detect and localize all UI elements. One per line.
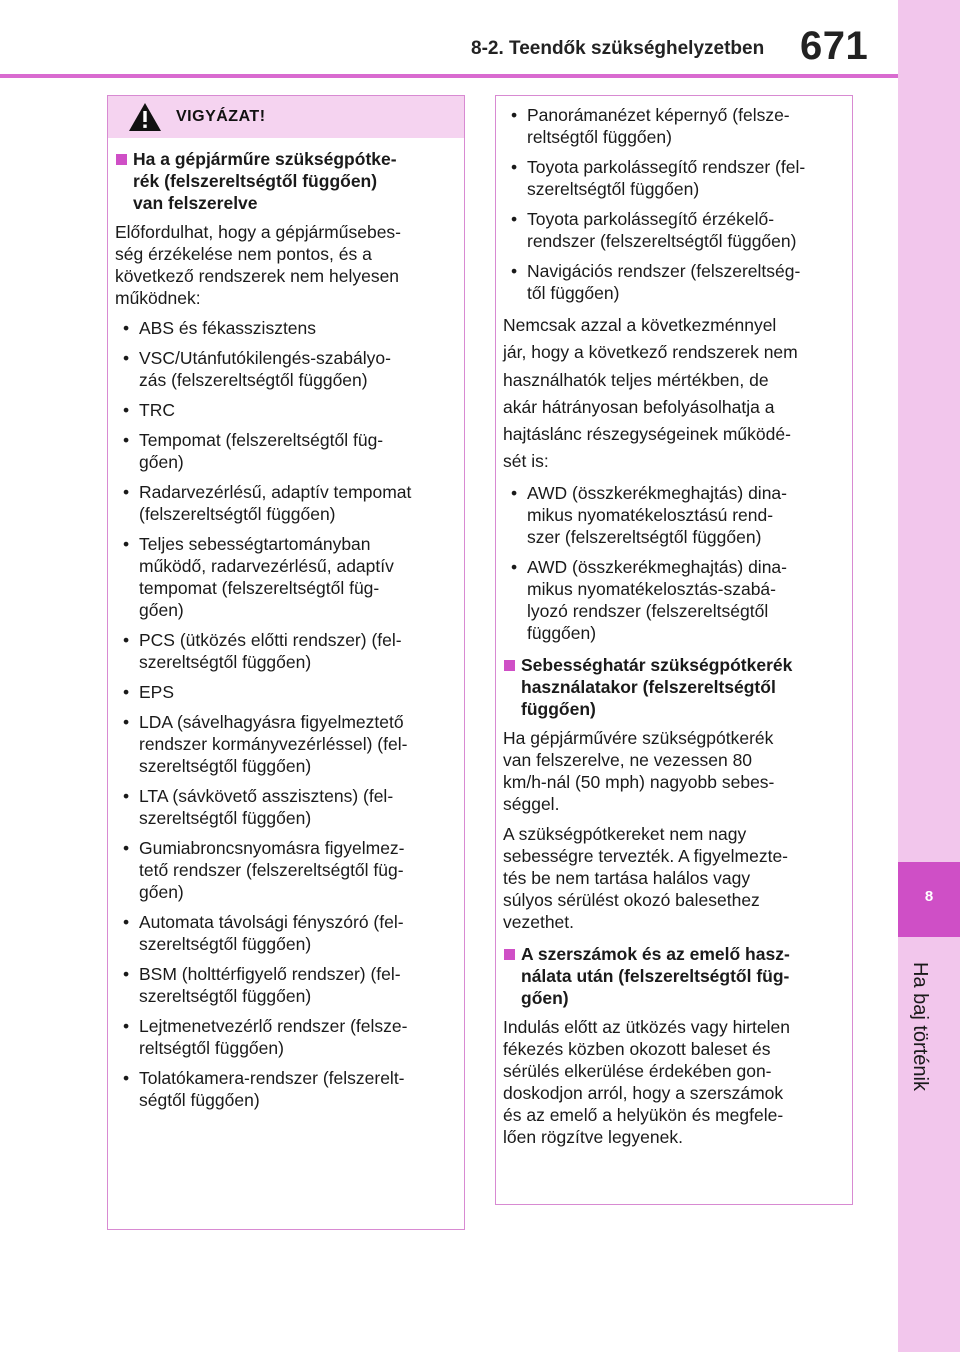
bullet-dot-icon: • (123, 400, 130, 420)
list-item-text: AWD (összkerékmeghajtás) dina- mikus nyomatékelosztás-szabá- lyozó rendszer (felszereltségtől függően) (527, 556, 787, 643)
list-item-text: Teljes sebességtartományban működő, radarvezérlésű, adaptív tempomat (felszereltségtől füg- gően) (139, 534, 394, 620)
heading-text: Sebességhatár szükségpótkerék használatakor (felszereltségtől függően) (521, 654, 793, 719)
bullet-dot-icon: • (123, 348, 130, 368)
list-item (503, 482, 842, 548)
bullet-list (503, 482, 842, 644)
bullet-dot-icon: • (123, 838, 130, 858)
section-heading (503, 943, 842, 1009)
bullet-dot-icon: • (123, 682, 130, 702)
list-item-text: Toyota parkolássegítő rendszer (fel- szereltségtől függően) (527, 157, 806, 199)
list-item-text: EPS (139, 682, 175, 702)
list-item (115, 1067, 454, 1111)
list-item-text: LDA (sávelhagyásra figyelmeztető rendszer kormányvezérléssel) (fel- szereltségtől függően) (139, 712, 408, 776)
bullet-dot-icon: • (511, 105, 518, 125)
list-item-text: PCS (ütközés előtti rendszer) (fel- szereltségtől függően) (139, 630, 402, 672)
list-item-text: Gumiabroncsnyomásra figyelmez- tető rendszer (felszereltségtől füg- gően) (139, 838, 405, 902)
caution-box-left (107, 95, 465, 1230)
list-item-text: Toyota parkolássegítő érzékelő- rendszer (felszereltségtől függően) (527, 209, 797, 251)
bullet-list (503, 104, 842, 304)
bullet-dot-icon: • (123, 786, 130, 806)
list-item (115, 711, 454, 777)
paragraph: A szükségpótkereket nem nagy sebességre tervezték. A figyelmezte- tés be nem tartása halálos vagy súlyos sérülést okozó balesethez vezethet. (503, 823, 788, 932)
bullet-dot-icon: • (123, 318, 130, 338)
list-item (503, 104, 842, 148)
bullet-dot-icon: • (123, 1068, 130, 1088)
list-item-text: Tempomat (felszereltségtől füg- gően) (139, 430, 384, 472)
chapter-side-tab (898, 0, 960, 1352)
warning-header (108, 96, 464, 138)
section-heading (503, 654, 842, 720)
bullet-dot-icon: • (123, 630, 130, 650)
list-item (503, 208, 842, 252)
bullet-list (115, 317, 454, 1111)
list-item-text: LTA (sávkövető asszisztens) (fel- szereltségtől függően) (139, 786, 394, 828)
square-bullet-icon (504, 660, 515, 671)
list-item (115, 963, 454, 1007)
list-item-text: Lejtmenetvezérlő rendszer (felsze- reltségtől függően) (139, 1016, 408, 1058)
list-item (115, 681, 454, 703)
list-item (115, 347, 454, 391)
bullet-dot-icon: • (123, 712, 130, 732)
square-bullet-icon (116, 154, 127, 165)
list-item (115, 785, 454, 829)
list-item (115, 533, 454, 621)
list-item (115, 629, 454, 673)
paragraph: Nemcsak azzal a következménnyel jár, hogy a következő rendszerek nem használhatók teljes mértékben, de akár hátrányosan befolyásolhatja a hajtáslánc részegységeinek működé- sét is: (503, 315, 798, 472)
list-item-text: AWD (összkerékmeghajtás) dina- mikus nyomatékelosztású rend- szer (felszereltségtől függően) (527, 482, 787, 547)
bullet-dot-icon: • (511, 157, 518, 177)
list-item (115, 911, 454, 955)
warning-triangle-icon (128, 102, 162, 132)
list-item-text: Navigációs rendszer (felszereltség- től függően) (527, 261, 801, 303)
list-item (115, 429, 454, 473)
list-item-text: Radarvezérlésű, adaptív tempomat (felszereltségtől függően) (139, 482, 412, 524)
list-item (115, 1015, 454, 1059)
list-item (503, 556, 842, 644)
heading-text: Ha a gépjárműre szükségpótke- rék (felszereltségtől függően) van felszerelve (133, 149, 397, 213)
paragraph: Indulás előtt az ütközés vagy hirtelen fékezés közben okozott baleset és sérülés elkerülése érdekében gon- doskodjon arról, hogy a szerszámok és az emelő a helyükön és megfele- lően rögzítve legyenek. (503, 1016, 790, 1147)
paragraph: Ha gépjárművére szükségpótkerék van felszerelve, ne vezessen 80 km/h-nál (50 mph) nagyobb sebes- séggel. (503, 727, 775, 814)
square-bullet-icon (504, 949, 515, 960)
list-item-text: BSM (holttérfigyelő rendszer) (fel- szereltségtől függően) (139, 964, 401, 1006)
list-item (115, 837, 454, 903)
bullet-dot-icon: • (123, 534, 130, 554)
list-item (115, 317, 454, 339)
chapter-number: 8 (924, 888, 934, 905)
list-item-text: Tolatókamera-rendszer (felszerelt- ségtől függően) (139, 1068, 405, 1110)
list-item-text: VSC/Utánfutókilengés-szabályo- zás (felszereltségtől függően) (139, 348, 391, 390)
list-item (503, 156, 842, 200)
chapter-label: Ha baj történik (909, 962, 931, 1091)
left-content (108, 148, 464, 1111)
list-item (115, 399, 454, 421)
warning-title: VIGYÁZAT! (176, 108, 266, 125)
list-item-text: TRC (139, 400, 175, 420)
bullet-dot-icon: • (511, 556, 518, 577)
header-divider (0, 74, 898, 78)
list-item (503, 260, 842, 304)
bullet-dot-icon: • (511, 209, 518, 229)
bullet-dot-icon: • (511, 482, 518, 503)
list-item-text: Panorámanézet képernyő (felsze- reltségtől függően) (527, 105, 790, 147)
section-title: 8-2. Teendők szükséghelyzetben (471, 38, 765, 59)
caution-box-right (495, 95, 853, 1205)
bullet-dot-icon: • (123, 482, 130, 502)
section-heading (115, 148, 454, 214)
list-item (115, 481, 454, 525)
bullet-dot-icon: • (511, 261, 518, 281)
page-number: 671 (800, 24, 869, 68)
bullet-dot-icon: • (123, 964, 130, 984)
heading-text: A szerszámok és az emelő hasz- nálata után (felszereltségtől füg- gően) (521, 943, 790, 1008)
list-item-text: Automata távolsági fényszóró (fel- szereltségtől függően) (139, 912, 404, 954)
list-item-text: ABS és fékasszisztens (139, 318, 317, 338)
right-content (496, 96, 852, 1148)
bullet-dot-icon: • (123, 1016, 130, 1036)
paragraph: Előfordulhat, hogy a gépjárműsebes- ség érzékelése nem pontos, és a következő rendszerek nem helyesen működnek: (115, 222, 402, 308)
bullet-dot-icon: • (123, 430, 130, 450)
bullet-dot-icon: • (123, 912, 130, 932)
